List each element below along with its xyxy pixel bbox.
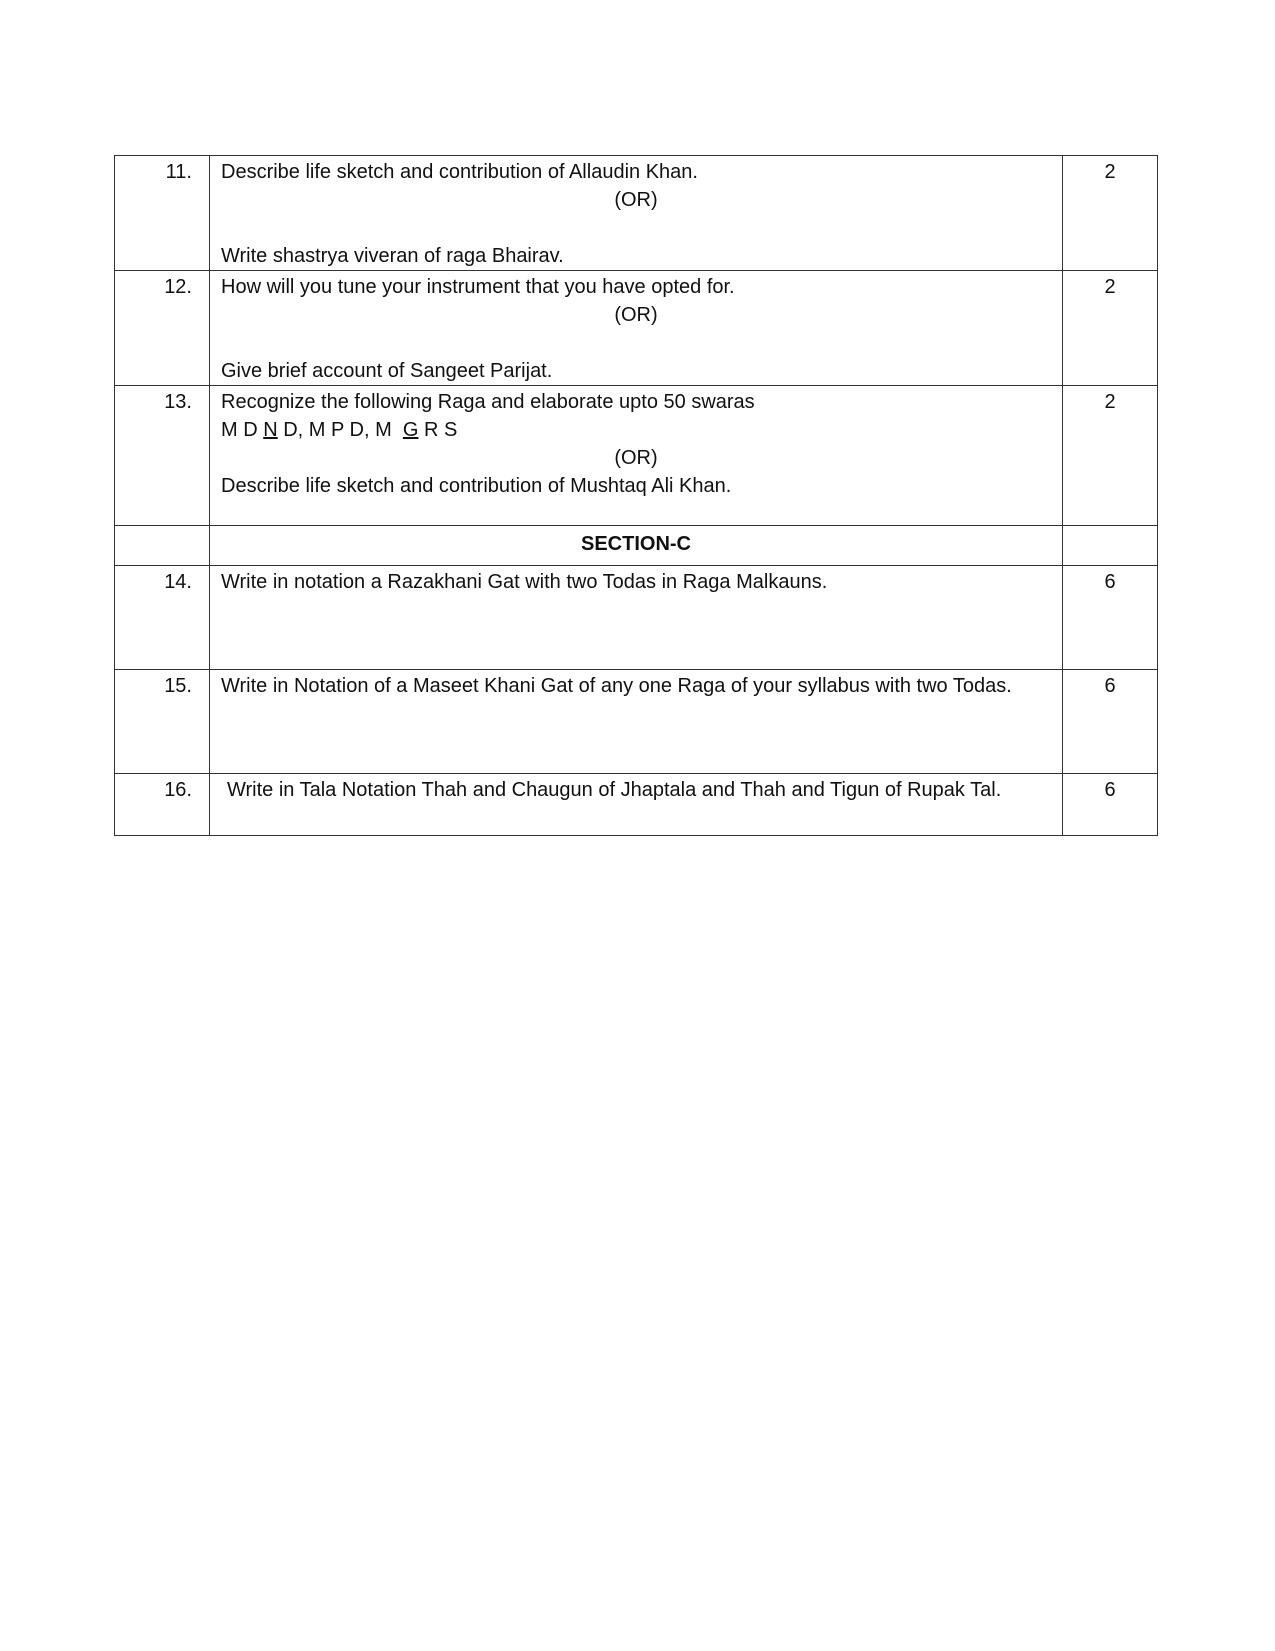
question-marks: 6	[1063, 774, 1158, 836]
or-label: (OR)	[614, 447, 658, 469]
question-marks: 2	[1063, 386, 1158, 526]
section-header-row	[115, 526, 1158, 566]
question-number: 11.	[115, 156, 210, 271]
table-row	[115, 156, 1158, 271]
table-row	[115, 271, 1158, 386]
question-text-cell	[210, 670, 1063, 774]
table-row	[115, 774, 1158, 836]
question-number: 12.	[115, 271, 210, 386]
komal-swara-n: N	[263, 419, 278, 441]
question-marks: 2	[1063, 271, 1158, 386]
question-number: 13.	[115, 386, 210, 526]
question-text: How will you tune your instrument that you have opted for.	[221, 276, 735, 298]
question-text-cell	[210, 156, 1063, 271]
alternative-question-text: Give brief account of Sangeet Parijat.	[221, 360, 553, 382]
komal-swara-g: G	[402, 419, 419, 441]
question-marks: 6	[1063, 670, 1158, 774]
swara-notation: M D N D, M P D, M G R S	[221, 419, 458, 441]
or-label: (OR)	[614, 304, 658, 326]
or-label: (OR)	[614, 189, 658, 211]
section-title: SECTION-C	[581, 533, 691, 555]
question-text-cell	[210, 386, 1063, 526]
question-marks: 6	[1063, 566, 1158, 670]
table-row	[115, 566, 1158, 670]
question-text: Describe life sketch and contribution of Allaudin Khan.	[221, 161, 698, 183]
question-text-cell	[210, 271, 1063, 386]
question-number: 14.	[115, 566, 210, 670]
question-number: 15.	[115, 670, 210, 774]
alternative-question-text: Describe life sketch and contribution of Mushtaq Ali Khan.	[221, 475, 732, 497]
question-text: Write in notation a Razakhani Gat with two Todas in Raga Malkauns.	[210, 566, 1063, 670]
question-text: Write in Notation of a Maseet Khani Gat of any one Raga of your syllabus with two Todas.	[221, 675, 1012, 697]
question-marks: 2	[1063, 156, 1158, 271]
alternative-question-text: Write shastrya viveran of raga Bhairav.	[221, 245, 564, 267]
question-number: 16.	[115, 774, 210, 836]
table-row	[115, 386, 1158, 526]
question-text: Write in Tala Notation Thah and Chaugun of Jhaptala and Thah and Tigun of Rupak Tal.	[210, 774, 1063, 836]
table-row	[115, 670, 1158, 774]
question-text: Recognize the following Raga and elaborate upto 50 swaras	[221, 391, 755, 413]
question-table	[114, 155, 1158, 836]
